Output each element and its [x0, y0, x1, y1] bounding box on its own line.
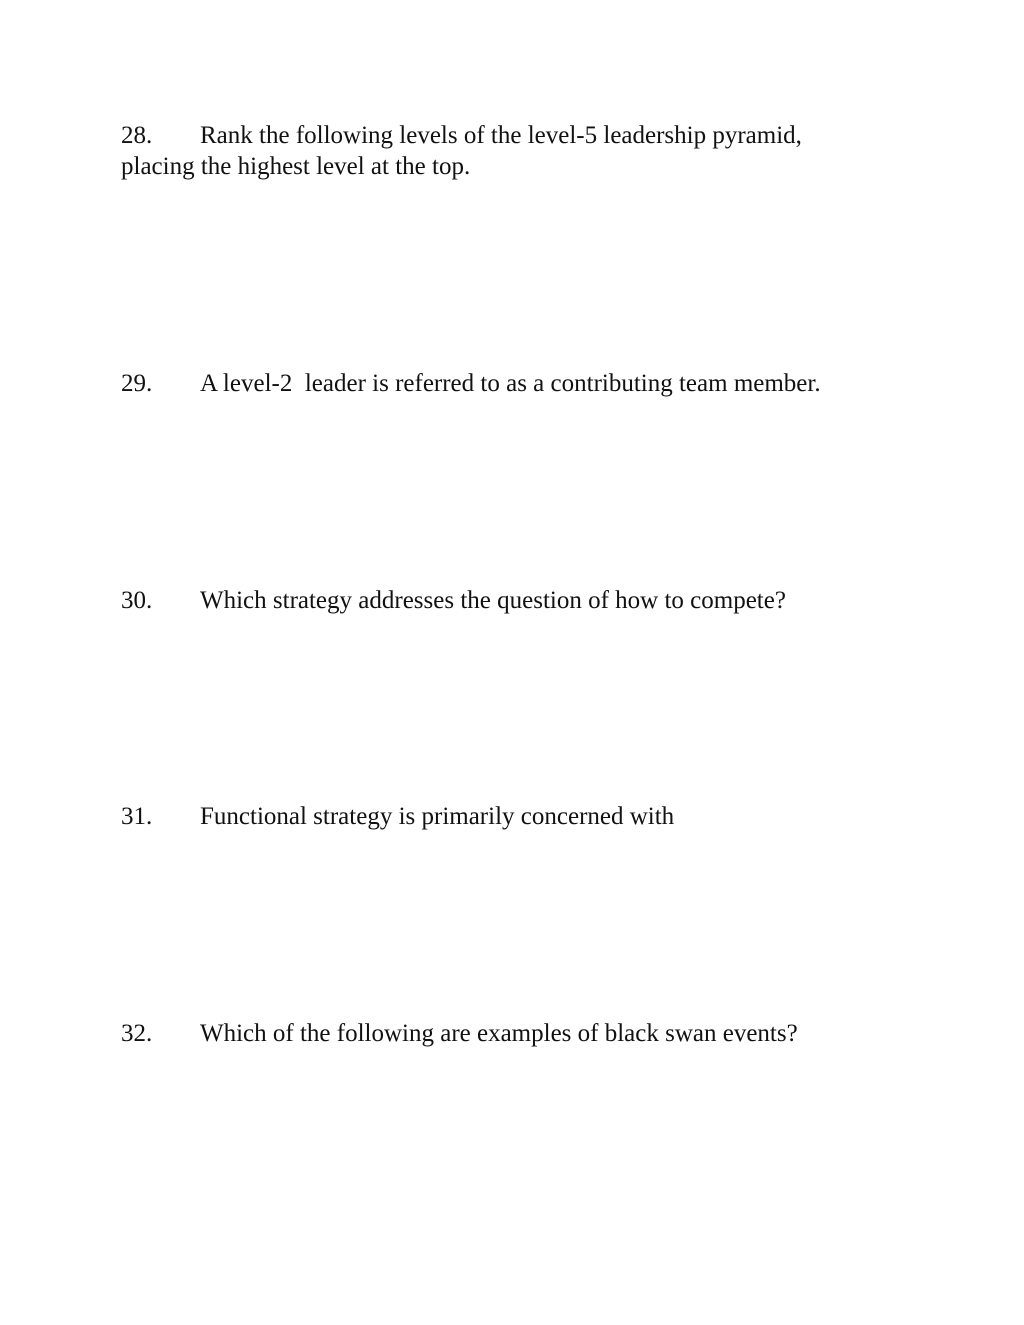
question-number: 32. — [121, 1020, 153, 1047]
question-number: 31. — [121, 803, 153, 830]
question-text-continuation: placing the highest level at the top. — [121, 153, 471, 180]
question-line — [121, 368, 921, 399]
question-line — [121, 1018, 921, 1049]
question-29 — [121, 368, 921, 399]
question-line — [121, 120, 921, 151]
question-28 — [121, 120, 921, 182]
question-line — [121, 585, 921, 616]
question-text: Which of the following are examples of black swan events? — [200, 1020, 798, 1047]
question-number: 30. — [121, 587, 153, 614]
question-text: A level-2 leader is referred to as a contributing team member. — [200, 370, 821, 397]
question-32 — [121, 1018, 921, 1049]
question-number: 28. — [121, 122, 153, 149]
question-text: Functional strategy is primarily concerned with — [200, 803, 675, 830]
question-text: Which strategy addresses the question of how to compete? — [200, 587, 786, 614]
question-line — [121, 801, 921, 832]
question-31 — [121, 801, 921, 832]
question-number: 29. — [121, 370, 153, 397]
question-30 — [121, 585, 921, 616]
question-text: Rank the following levels of the level-5 leadership pyramid, — [200, 122, 802, 149]
